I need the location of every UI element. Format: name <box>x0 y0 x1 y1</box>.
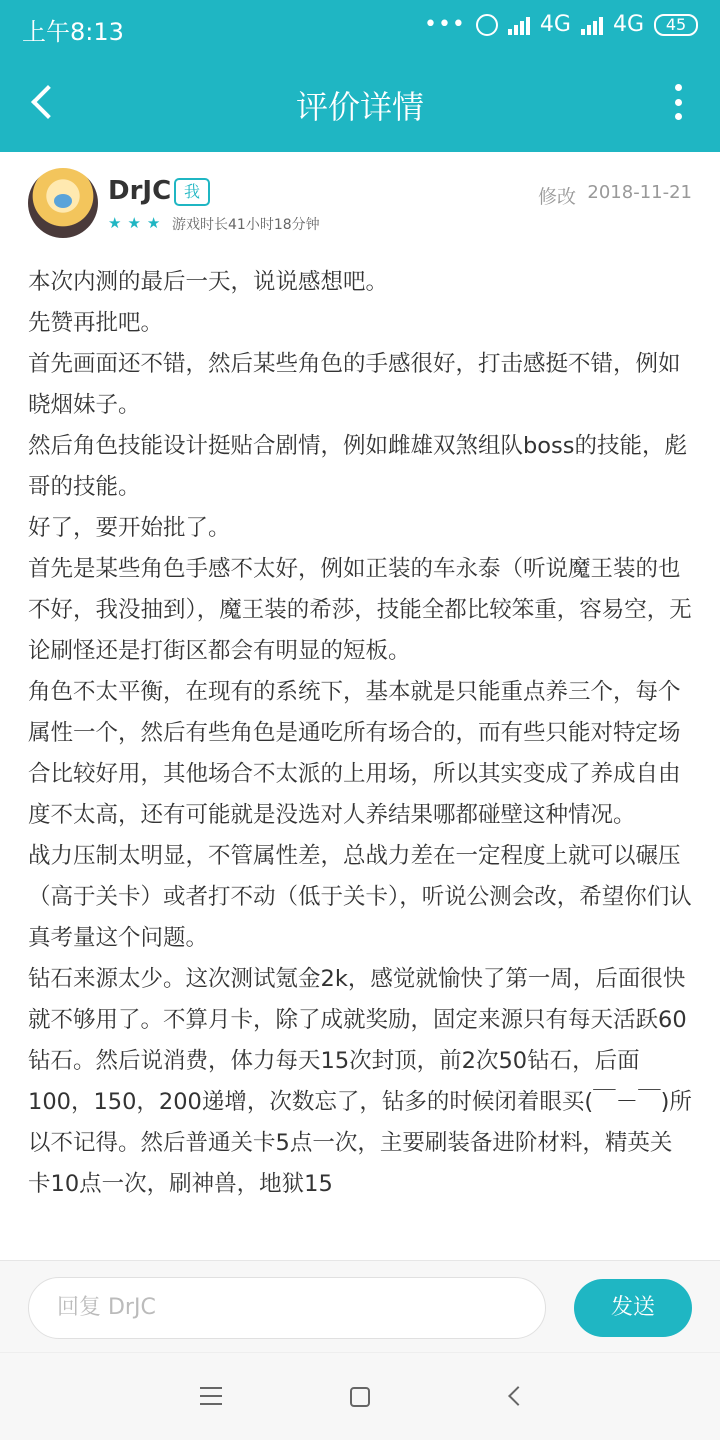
review-paragraph: 首先画面还不错，然后某些角色的手感很好，打击感挺不错，例如晓烟妹子。 <box>28 351 681 418</box>
battery-icon: 45 <box>654 14 698 36</box>
more-notifications-icon: ••• <box>423 12 466 37</box>
me-badge: 我 <box>174 178 210 206</box>
review-paragraph: 本次内测的最后一天，说说感想吧。 <box>28 269 389 295</box>
system-nav-bar <box>0 1352 720 1440</box>
status-icons <box>424 12 698 37</box>
nav-back-icon[interactable] <box>505 1387 523 1405</box>
review-paragraph: 好了，要开始批了。 <box>28 515 231 541</box>
menu-icon[interactable] <box>200 1387 222 1405</box>
send-button[interactable]: 发送 <box>574 1279 692 1337</box>
review-paragraph: 首先是某些角色手感不太好，例如正装的车永泰（听说魔王装的也不好，我没抽到），魔王装的希莎，技能全都比较笨重，容易空，无论刷怪还是打街区都会有明显的短板。 <box>28 556 692 664</box>
alarm-icon <box>476 14 498 36</box>
star-icon: ★ <box>108 214 122 232</box>
signal-icon-2 <box>581 15 603 35</box>
rating-stars <box>108 214 160 232</box>
playtime: 游戏时长41小时18分钟 <box>172 217 320 233</box>
status-bar <box>0 0 720 52</box>
reply-bar <box>0 1260 720 1352</box>
more-options-icon[interactable] <box>670 84 686 120</box>
title-bar <box>0 52 720 152</box>
star-icon: ★ <box>127 214 141 232</box>
review-header <box>0 152 720 252</box>
signal-icon <box>508 15 530 35</box>
home-icon[interactable] <box>350 1387 370 1407</box>
review-paragraph: 角色不太平衡，在现有的系统下，基本就是只能重点养三个，每个属性一个，然后有些角色是通吃所有场合的，而有些只能对特定场合比较好用，其他场合不太派的上用场，所以其实变成了养成自由度不太高，还有可能就是没选对人养结果哪都碰壁这种情况。 <box>28 679 681 828</box>
status-time: 上午8:13 <box>22 18 124 46</box>
page-title: 评价详情 <box>295 88 424 126</box>
star-icon: ★ <box>146 214 161 232</box>
network-type-2: 4G <box>612 12 644 37</box>
network-type-1: 4G <box>539 12 571 37</box>
username[interactable]: DrJC <box>108 176 172 206</box>
review-paragraph: 战力压制太明显，不管属性差，总战力差在一定程度上就可以碾压（高于关卡）或者打不动（低于关卡），听说公测会改，希望你们认真考量这个问题。 <box>28 843 692 951</box>
avatar[interactable] <box>28 168 98 238</box>
review-paragraph: 然后角色技能设计挺贴合剧情，例如雌雄双煞组队boss的技能，彪哥的技能。 <box>28 433 687 500</box>
review-content <box>28 262 692 1260</box>
edit-button[interactable]: 修改 <box>538 186 577 208</box>
review-paragraph: 钻石来源太少。这次测试氪金2k，感觉就愉快了第一周，后面很快就不够用了。不算月卡，除了成就奖励，固定来源只有每天活跃60钻石。然后说消费，体力每天15次封顶，前2次50钻石，后面100，150，200递增，次数忘了，钻多的时候闭着眼买(￣－￣)所以不记得。然后普通关卡5点一次，主要刷装备进阶材料，精英关卡10点一次，刷神兽，地狱15 <box>28 966 692 1197</box>
review-date: 2018-11-21 <box>587 182 692 203</box>
reply-input[interactable]: 回复 DrJC <box>28 1277 546 1339</box>
review-paragraph: 先赞再批吧。 <box>28 310 164 336</box>
